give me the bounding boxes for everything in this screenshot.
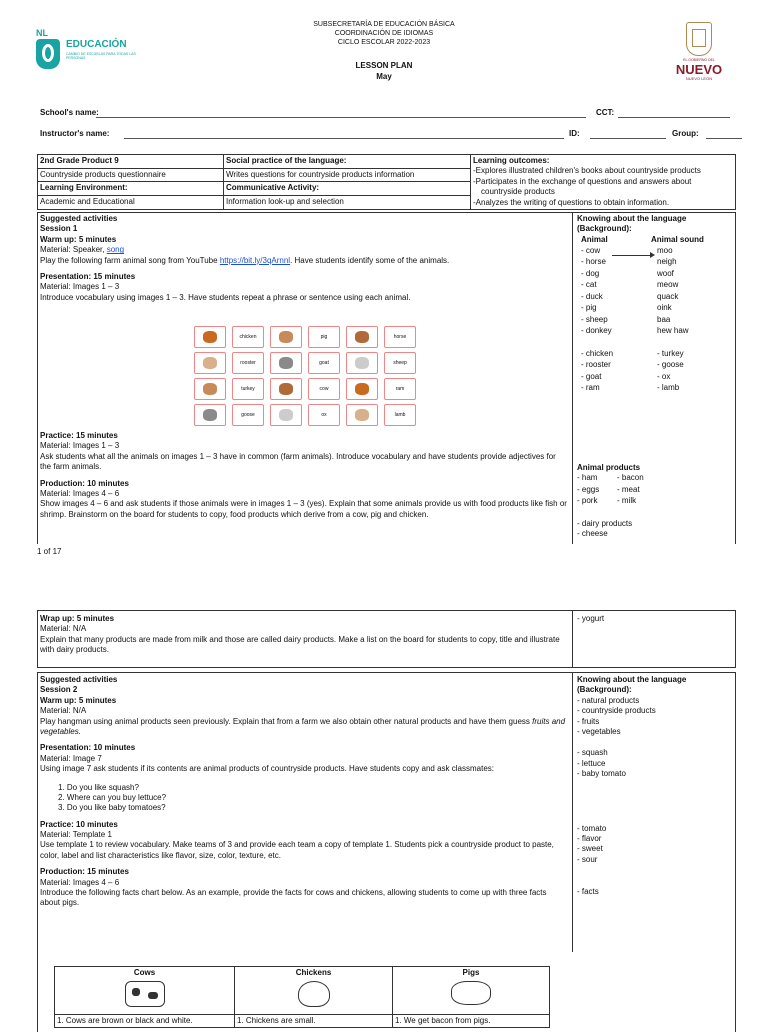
school-name-field[interactable] — [96, 117, 586, 118]
animal-sound-left: - dog — [581, 268, 600, 278]
animal-sound-row — [577, 257, 735, 269]
background-item: - flavor — [577, 833, 602, 843]
outcome-2: -Participates in the exchange of questions and answers about — [473, 176, 692, 186]
background-item: - fruits — [577, 716, 600, 726]
facts-header-pigs: Pigs — [462, 968, 480, 977]
coat-of-arms-icon — [686, 22, 712, 56]
animal-sound-right: neigh — [657, 257, 677, 267]
animal-picture-card — [270, 326, 302, 348]
logo-tagline: CAMBIO DE ESCUELAS PARA TODAS LAS PERSONAS — [66, 52, 136, 61]
animal-word-card — [232, 352, 264, 374]
background-item: - lettuce — [577, 758, 606, 768]
animal-sound-right: quack — [657, 291, 679, 301]
card-word: cow — [319, 385, 329, 392]
card-word: chicken — [239, 333, 257, 340]
card-word: ram — [395, 385, 405, 392]
production-text-2: Introduce the following facts chart below. As an example, provide the facts for cows and chickens, allowing students to come up with three facts about pigs. — [40, 888, 547, 908]
session-1-content — [40, 214, 568, 303]
animal-pair-left: - chicken — [581, 348, 614, 358]
cheese-item: - cheese — [577, 529, 608, 539]
session-2-title: Session 2 — [40, 685, 78, 695]
cow-fact-1: 1. Cows are brown or black and white. — [55, 1015, 235, 1028]
animal-icon — [203, 331, 217, 343]
logo-gov-text: EL GOBIERNO DEL — [683, 58, 715, 62]
knowing-title: Knowing about the language — [577, 214, 687, 223]
animal-icon — [203, 383, 217, 395]
animal-picture-card — [194, 352, 226, 374]
animal-word-card — [308, 352, 340, 374]
background-item: - facts — [577, 887, 599, 897]
animal-icon — [279, 331, 293, 343]
lesson-plan-title: LESSON PLAN — [355, 61, 413, 71]
presentation-material-2: Material: Image 7 — [40, 753, 102, 763]
wrapup-material: Material: N/A — [40, 624, 87, 634]
social-practice-label: Social practice of the language: — [226, 156, 347, 165]
page-2 — [0, 600, 768, 1024]
animal-sound-left: - cow — [581, 245, 601, 255]
learning-outcomes-label: Learning outcomes: — [473, 156, 550, 165]
session-1-content-2 — [40, 431, 568, 520]
animal-sound-row — [577, 326, 735, 338]
animal-picture-card — [194, 404, 226, 426]
animal-word-card — [384, 378, 416, 400]
product-pair-left: - pork — [577, 496, 598, 506]
animal-pair-row — [577, 360, 735, 372]
animal-picture-card — [194, 378, 226, 400]
product-pair-right: - bacon — [617, 473, 644, 483]
animal-icon — [279, 409, 293, 421]
learning-environment-label: Learning Environment: — [40, 183, 128, 193]
header-line-1: SUBSECRETARÍA DE EDUCACIÓN BÁSICA — [313, 21, 455, 28]
practice-material: Material: Images 1 – 3 — [40, 441, 120, 451]
page-number: 1 of 17 — [37, 547, 62, 556]
arrow-icon — [612, 255, 652, 256]
lesson-plan-month: May — [376, 71, 392, 81]
yogurt-item: - yogurt — [577, 614, 605, 623]
presentation-title: Presentation: 15 minutes — [40, 271, 136, 281]
animal-icon — [279, 357, 293, 369]
animal-col-header: Animal — [581, 234, 608, 244]
presentation-text: Introduce vocabulary using images 1 – 3. Have students repeat a phrase or sentence using each animal. — [40, 292, 411, 302]
animal-sound-row — [577, 280, 735, 292]
animal-sound-left: - cat — [581, 280, 597, 290]
animal-sound-right: moo — [657, 245, 673, 255]
group-label: Group: — [672, 129, 699, 138]
cow-icon — [125, 981, 165, 1007]
suggested-activities-title-2: Suggested activities — [40, 675, 118, 684]
card-word: goose — [241, 411, 255, 418]
card-word: horse — [393, 333, 407, 340]
wrapup-title: Wrap up: 5 minutes — [40, 614, 115, 623]
wrapup-content — [40, 614, 568, 656]
group-field[interactable] — [706, 138, 742, 139]
animal-pair-row — [577, 383, 735, 395]
background-item: - countryside products — [577, 706, 656, 716]
background-list-2 — [577, 748, 735, 779]
warmup-material-2: Material: N/A — [40, 706, 87, 716]
shield-icon — [36, 39, 60, 69]
production-title-2: Production: 15 minutes — [40, 867, 129, 877]
presentation-material: Material: Images 1 – 3 — [40, 282, 120, 292]
logo-nl-text: NL — [36, 28, 48, 38]
card-word: turkey — [241, 385, 255, 392]
learning-environment-value: Academic and Educational — [40, 197, 135, 207]
product-name: Countryside products questionnaire — [40, 169, 166, 179]
animal-sound-right: woof — [657, 268, 674, 278]
animal-icon — [355, 409, 369, 421]
warmup-text: Play the following farm animal song from YouTube https://bit.ly/3qArnnl. Have students identify some of the animals. — [40, 255, 450, 265]
animal-word-card — [384, 404, 416, 426]
instructor-label: Instructor's name: — [40, 129, 110, 138]
presentation-title-2: Presentation: 10 minutes — [40, 743, 136, 753]
animal-word-card — [232, 404, 264, 426]
social-practice-value: Writes questions for countryside products information — [226, 169, 415, 179]
animal-sound-left: - donkey — [581, 326, 612, 336]
knowing-language-1 — [577, 214, 735, 395]
communicative-activity-value: Information look-up and selection — [226, 197, 344, 207]
question-2: 2. Where can you buy lettuce? — [58, 792, 167, 802]
animal-products-list — [577, 473, 735, 508]
animal-sound-right: hew haw — [657, 326, 689, 336]
header-line-2: COORDINACIÓN DE IDIOMAS — [334, 30, 434, 38]
background-item: - vegetables — [577, 726, 621, 736]
sound-col-header: Animal sound — [651, 234, 704, 244]
animal-pair-left: - goat — [581, 371, 602, 381]
animal-sound-left: - pig — [581, 303, 597, 313]
facts-header-cows: Cows — [133, 968, 156, 977]
chicken-icon — [298, 981, 330, 1007]
chicken-fact-1: 1. Chickens are small. — [235, 1015, 393, 1028]
song-link[interactable]: song — [106, 245, 125, 255]
animal-picture-card — [270, 378, 302, 400]
logo-education-text: EDUCACIÓN — [66, 39, 127, 50]
practice-title: Practice: 15 minutes — [40, 431, 118, 440]
pig-icon — [451, 981, 491, 1005]
practice-text: Ask students what all the animals on images 1 – 3 have in common (farm animals). Introduce vocabulary and have students provide adjectives for the farm animals. — [40, 451, 556, 472]
question-1: 1. Do you like squash? — [58, 782, 139, 792]
animal-word-card — [384, 326, 416, 348]
session-1-title: Session 1 — [40, 224, 78, 234]
background-title: (Background): — [577, 224, 632, 234]
facts-header-chickens: Chickens — [295, 968, 332, 977]
animal-word-card — [384, 352, 416, 374]
animal-sound-left: - sheep — [581, 314, 608, 324]
warmup-material: Material: Speaker, song — [40, 245, 125, 255]
product-pair-row — [577, 473, 735, 485]
youtube-link[interactable]: https://bit.ly/3qArnnl — [219, 255, 291, 265]
animal-icon — [279, 383, 293, 395]
background-item: - sour — [577, 854, 598, 864]
animal-word-card — [308, 326, 340, 348]
background-item: - squash — [577, 748, 608, 758]
animal-picture-card — [270, 404, 302, 426]
product-pair-right: - milk — [617, 496, 637, 506]
animal-pair-right: - goose — [657, 360, 684, 370]
production-title: Production: 10 minutes — [40, 478, 129, 488]
practice-text-2: Use template 1 to review vocabulary. Make teams of 3 and provide each team a copy of template 1. Students pick a countryside product to paste, color, label and list characteristics like flavor, size, color, texture, etc. — [40, 840, 554, 860]
background-item: - sweet — [577, 844, 603, 854]
production-material-2: Material: Images 4 – 6 — [40, 877, 120, 887]
animal-products — [577, 463, 735, 540]
warmup-text-2: Play hangman using animal products seen previously. Explain that from a farm we also obtain other natural products and have them guess fruits and vegetables. — [40, 716, 566, 736]
animal-picture-card — [346, 326, 378, 348]
outcome-2b: countryside products — [481, 187, 555, 197]
background-list-4 — [577, 887, 735, 897]
animal-picture-card — [346, 404, 378, 426]
animal-picture-card — [194, 326, 226, 348]
animal-word-card — [232, 378, 264, 400]
wrapup-text: Explain that many products are made from milk and those are called dairy products. Make a list on the board for students to copy, title and illustrate with dairy products. — [40, 634, 560, 655]
animal-pair-right: - lamb — [657, 383, 680, 393]
facts-chart — [54, 966, 550, 1028]
animal-sound-row — [577, 303, 735, 315]
animal-sound-row — [577, 315, 735, 327]
communicative-activity-label: Communicative Activity: — [226, 183, 320, 193]
product-pair-left: - eggs — [577, 484, 600, 494]
animal-pair-row — [577, 349, 735, 361]
id-label: ID: — [569, 129, 580, 138]
header-block — [234, 20, 534, 82]
card-word: lamb — [394, 411, 406, 418]
question-list — [40, 783, 568, 814]
animal-sound-row — [577, 292, 735, 304]
card-word: goat — [319, 359, 329, 366]
knowing-language-2 — [577, 675, 735, 897]
card-word: sheep — [393, 359, 407, 366]
animal-picture-card — [346, 378, 378, 400]
animal-pair-row — [577, 372, 735, 384]
animal-sound-right: baa — [657, 314, 671, 324]
pig-fact-1: 1. We get bacon from pigs. — [393, 1015, 550, 1028]
id-field[interactable] — [590, 138, 666, 139]
animal-sound-row — [577, 246, 735, 258]
animal-word-card — [308, 404, 340, 426]
background-item: - natural products — [577, 695, 640, 705]
knowing-title-2: Knowing about the language — [577, 675, 687, 684]
animal-sound-right: meow — [657, 280, 679, 290]
animal-picture-card — [270, 352, 302, 374]
card-word: pig — [320, 333, 328, 340]
animal-pair-right: - turkey — [657, 348, 684, 358]
outcome-3: -Analyzes the writing of questions to obtain information. — [473, 197, 670, 207]
product-pair-left: - ham — [577, 473, 598, 483]
school-label: School's name: — [40, 108, 99, 117]
production-text: Show images 4 – 6 and ask students if those animals were in images 1 – 3 (yes). Explain that some animals provide us with food products like fish or shrimp. Brainstorm on the board for students to copy, food products which derive from a cow, pig and chicken. — [40, 499, 567, 519]
card-word: ox — [321, 411, 327, 418]
warmup-title-2: Warm up: 5 minutes — [40, 695, 117, 705]
animal-pair-right: - ox — [657, 371, 671, 381]
cct-field[interactable] — [618, 117, 730, 118]
production-material: Material: Images 4 – 6 — [40, 488, 120, 498]
animal-icon — [355, 331, 369, 343]
header-line-3: CICLO ESCOLAR 2022-2023 — [337, 39, 431, 47]
animal-icon — [203, 409, 217, 421]
outcome-1: -Explores illustrated children's books about countryside products — [473, 166, 701, 176]
presentation-text-2: Using image 7 ask students if its contents are animal products of countryside products. Have students copy and ask classmates: — [40, 764, 495, 774]
practice-title-2: Practice: 10 minutes — [40, 819, 118, 829]
info-table — [37, 154, 736, 210]
animal-sound-row — [577, 269, 735, 281]
product-pair-right: - meat — [617, 484, 640, 494]
product-pair-row — [577, 496, 735, 508]
animal-sound-list — [577, 246, 735, 338]
animal-word-card — [232, 326, 264, 348]
animal-picture-card — [346, 352, 378, 374]
question-3: 3. Do you like baby tomatoes? — [58, 803, 166, 813]
animal-sound-left: - horse — [581, 257, 606, 267]
dairy-item: - dairy products — [577, 518, 633, 528]
product-pair-row — [577, 485, 735, 497]
animal-cards — [194, 326, 414, 430]
animal-icon — [355, 383, 369, 395]
animal-sound-left: - duck — [581, 291, 603, 301]
animal-sound-right: oink — [657, 303, 672, 313]
nuevo-leon-logo — [664, 22, 734, 82]
suggested-activities-title: Suggested activities — [40, 214, 118, 223]
background-item: - tomato — [577, 823, 607, 833]
background-list-3 — [577, 824, 735, 866]
animal-icon — [355, 357, 369, 369]
cct-label: CCT: — [596, 108, 615, 117]
animal-list-2 — [577, 349, 735, 395]
animal-pair-left: - ram — [581, 383, 600, 393]
education-logo — [36, 28, 146, 78]
card-word: rooster — [240, 359, 256, 366]
warmup-title: Warm up: 5 minutes — [40, 234, 117, 244]
animal-pair-left: - rooster — [581, 360, 611, 370]
logo-nuevo-text: NUEVO — [675, 62, 723, 77]
logo-nl-sub: NUEVO LEÓN — [685, 76, 713, 81]
practice-material-2: Material: Template 1 — [40, 830, 112, 840]
product-title: 2nd Grade Product 9 — [40, 156, 119, 165]
animal-icon — [203, 357, 217, 369]
animal-word-card — [308, 378, 340, 400]
background-item: - baby tomato — [577, 769, 626, 779]
instructor-name-field[interactable] — [124, 138, 564, 139]
session-2-content — [40, 675, 568, 909]
background-title-2: (Background): — [577, 685, 632, 695]
background-list-1 — [577, 696, 735, 738]
animal-products-title: Animal products — [577, 463, 641, 472]
